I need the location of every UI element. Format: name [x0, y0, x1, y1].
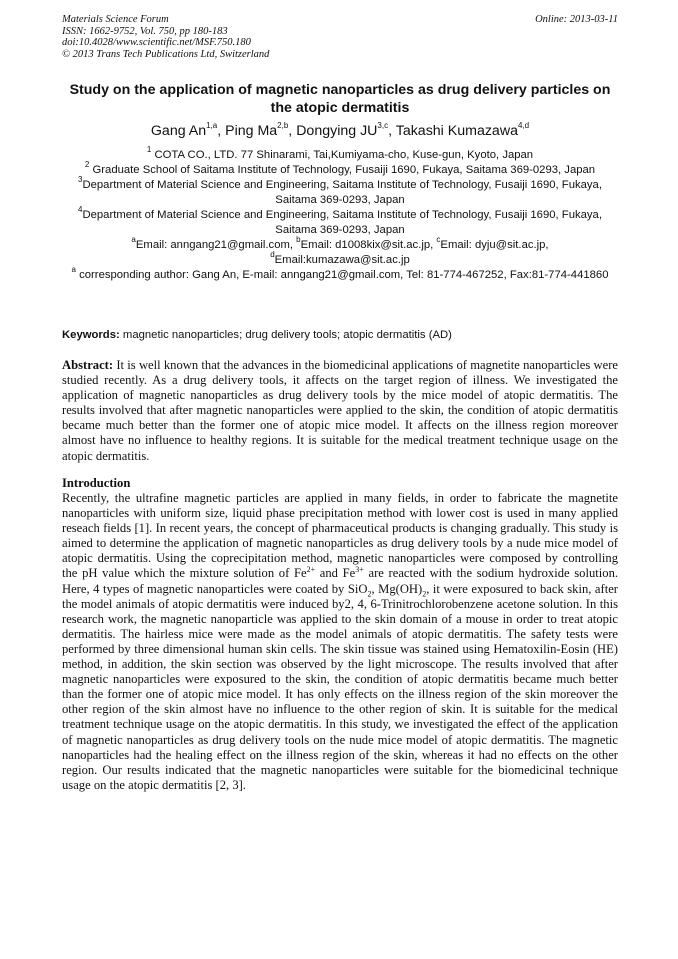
issn-line: ISSN: 1662-9752, Vol. 750, pp 180-183 — [62, 25, 228, 37]
author-list: Gang An$^{1,a}$, Ping Ma$^{2,b}$, Dongying JU$^{3,c}$, Takashi Kumazawa$^{4,d}$ — [150, 121, 530, 139]
paper-title: Study on the application of magnetic nanoparticles as drug delivery particles on the atopic dermatitis — [69, 82, 611, 116]
doi-line: doi:10.4028/www.scientific.net/MSF.750.180 — [62, 37, 251, 49]
keywords-text: magnetic nanoparticles; drug delivery tools; atopic dermatitis (AD) — [119, 329, 452, 341]
author-affiliation-mark: 1,a — [206, 121, 218, 131]
abstract — [62, 358, 618, 464]
journal-name: Materials Science Forum — [62, 14, 169, 25]
journal-header — [62, 14, 618, 60]
author-name: Ping Ma — [225, 123, 278, 139]
abstract-text: It is well known that the advances in the biomedicinal applications of magnetite nanoparticles were studied recently. As a drug delivery tools, it affects on the target region of illness. We investigated the application of magnetic nanoparticles as drug delivery tools by the mice model of atopic dermatitis. The results involved that after magnetic nanoparticles were applied to the skin, the condition of atopic dermatitis became much better than the former one of atopic mice model. It affects on the illness region moreover almost have no influence to healthy regions. It is suitable for the medical treatment technique usage on the atopic dermatitis. — [62, 358, 618, 463]
keywords-label: Keywords: — [62, 329, 120, 341]
introduction-body: Recently, the ultrafine magnetic particles are applied in many fields, in order to fabricate the magnetite nanoparticles with uniform size, liquid phase precipitation method with lower cost is used in many applied reseach fields [1]. In recent years, the concept of pharmaceutical products is changing gradually. This study is aimed to determine the application of magnetic nanoparticles as drug delivery tools by a nude mice model of atopic dermatitis. Using the coprecipitation method, magnetic nanoparticles were composed by controlling the pH value which the mixture solution of $Fe^{2+}$ and $Fe^{3+}$ are reacted with the sodium hydroxide solution. Here, 4 types of magnetic nanoparticles were coated by SiO$_2$, $Mg(OH)_2$, it were exposured to back skin, after the model animals of atopic dermatitis were induced by2, 4, 6-Trinitrochlorobenzene acetone solution. In this research work, the magnetic nanoparticle was applied to the skin domain of a mouse in order to treat atopic dermatitis. The hairless mice were made as the model animals of atopic dermatitis. The safety tests were performed by three dimensional human skin cells. The skin tissue was stained using Hematoxilin-Eosin (HE) method, in addition, the skin section was observed by the light microscope. The results involved that after magnetic nanoparticles were exposured to the skin, the condition of atopic dermatitis became much better than the former one of atopic mice model. It has only effects on the illness region of the skin moreover the other region of the skin almost have no influence to the other region of skin. It is suitable for the medical treatment technique usage on the atopic dermatitis. In this study, we investigated the effect of the application of magnetic nanoparticles as drug delivery tools on the nude mice model of atopic dermatitis. The magnetic nanoparticles had the healing effect on the illness region of the skin, whereas it had no effects on the other region. Our results indicated that the magnetic nanoparticles were suitable for the biomedicinal technique usage on the atopic dermatitis [2, 3]. — [62, 491, 619, 792]
online-date: Online: 2013-03-11 — [535, 14, 618, 25]
author-name: Dongying JU — [296, 123, 378, 139]
author-name: Gang An — [150, 123, 207, 139]
copyright-line: © 2013 Trans Tech Publications Ltd, Switzerland — [62, 48, 270, 60]
affiliation-4: $^4$Department of Material Science and Engineering, Saitama Institute of Technology, Fusaiji 1690, Fukaya, Saitama 369-0293, Japan — [78, 205, 602, 236]
affiliations — [62, 145, 618, 283]
author-affiliation-mark: 2,b — [277, 121, 289, 131]
corresponding-author: $^a$ corresponding author: Gang An, E-mail: anngang21@gmail.com, Tel: 81-774-467252, Fax:81-774-441860 — [71, 265, 609, 281]
author-affiliation-mark: 4,d — [517, 121, 530, 131]
abstract-label: Abstract: — [62, 358, 114, 372]
keywords — [62, 328, 618, 342]
author-affiliation-mark: 3,c — [377, 121, 389, 131]
affiliation-1: $^1$ COTA CO., LTD. 77 Shinarami, Tai,Kumiyama-cho, Kuse-gun, Kyoto, Japan — [146, 145, 534, 161]
affiliation-3: $^3$Department of Material Science and Engineering, Saitama Institute of Technology, Fusaiji 1690, Fukaya, Saitama 369-0293, Japan — [78, 175, 602, 206]
affiliation-2: $^2$ Graduate School of Saitama Institute of Technology, Fusaiji 1690, Fukaya, Saitama 369-0293, Japan — [84, 160, 596, 176]
author-name: Takashi Kumazawa — [395, 123, 518, 139]
email-lines: $^a$Email: anngang21@gmail.com, $^b$Email: d1008kix@sit.ac.jp, $^c$Email: dyju@sit.ac.jp, $^d$Email:kumazawa@sit.ac.jp — [131, 235, 549, 266]
introduction-heading: Introduction — [62, 476, 131, 490]
